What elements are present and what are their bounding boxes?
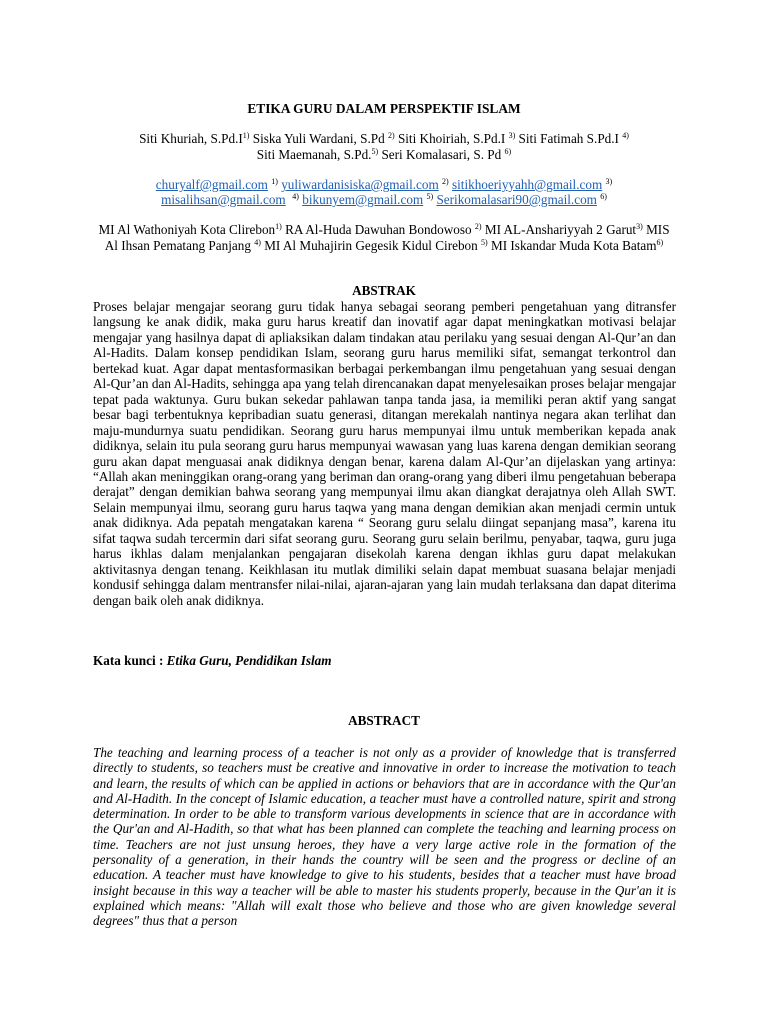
- abstrak-heading: ABSTRAK: [352, 283, 416, 298]
- author-name: Seri Komalasari, S. Pd: [378, 147, 505, 162]
- affiliation: RA Al-Huda Dawuhan Bondowoso: [281, 222, 475, 237]
- author-index: 1): [242, 131, 250, 140]
- email-index: 5): [426, 192, 434, 201]
- email-link[interactable]: yuliwardanisiska@gmail.com: [281, 177, 439, 192]
- keywords-line: [93, 653, 676, 669]
- email-link[interactable]: sitikhoeriyyahh@gmail.com: [452, 177, 603, 192]
- email-link[interactable]: misalihsan@gmail.com: [161, 192, 286, 207]
- email-index: 1): [271, 177, 278, 186]
- author-index: 5): [371, 147, 379, 156]
- email-index: 4): [292, 192, 299, 201]
- author-index: 6): [504, 147, 512, 156]
- keywords-value: Etika Guru, Pendidikan Islam: [166, 653, 332, 668]
- email-link[interactable]: churyalf@gmail.com: [155, 177, 268, 192]
- author-list: [60, 131, 708, 163]
- abstract-body: The teaching and learning process of a teacher is not only as a provider of knowledge that is transferred directly to students, so teachers must be creative and innovative in order to increase the motivation to teach and learn, the results of which can be applied in actions or behaviors that are in accordance with the Qur'an and Al-Hadith. In the concept of Islamic education, a teacher must have a controlled nature, spirit and strong determination. In order to be able to transform various developments in science that are in accordance with the Qur'an and Al-Hadith, so that what has been planned can complete the teaching and learning process on time. Teachers are not just unsung heroes, they have a very large active role in the formation of the personality of a generation, in their hands the country will be seen and the progress or decline of an education. A teacher must have knowledge to give to his students, besides that a teacher must have broad insight because in this way a teacher will be able to master his students properly, because in the Qur'an it is explained which means: "Allah will exalt those who believe and those who are given knowledge several degrees" thus that a person: [93, 745, 676, 929]
- affiliation-index: 2): [474, 222, 482, 231]
- email-list: [60, 177, 708, 207]
- affiliation-index: 1): [275, 222, 282, 231]
- affiliation: MI Al Muhajirin Gegesik Kidul Cirebon: [260, 238, 482, 253]
- keywords-label: Kata kunci :: [93, 653, 167, 668]
- paper-title: ETIKA GURU DALAM PERSPEKTIF ISLAM: [247, 101, 521, 116]
- author-index: 3): [508, 131, 516, 140]
- author-index: 2): [387, 131, 395, 140]
- affiliation-index: 5): [481, 238, 488, 247]
- abstract-heading: ABSTRACT: [348, 713, 420, 728]
- affiliation: MI AL-Anshariyyah 2 Garut: [481, 222, 637, 237]
- affiliation: MI Iskandar Muda Kota Batam: [487, 238, 657, 253]
- author-name: Siti Khoiriah, S.Pd.I: [394, 131, 509, 146]
- email-index: 3): [605, 177, 613, 186]
- affiliation-index: 6): [656, 238, 664, 247]
- author-name: Siti Maemanah, S.Pd.: [256, 147, 372, 162]
- affiliation-index: 3): [636, 222, 643, 231]
- email-index: 2): [442, 177, 449, 186]
- author-name: Siska Yuli Wardani, S.Pd: [249, 131, 388, 146]
- email-link[interactable]: Serikomalasari90@gmail.com: [436, 192, 597, 207]
- email-link[interactable]: bikunyem@gmail.com: [302, 192, 424, 207]
- email-index: 6): [600, 192, 607, 201]
- affiliation-index: 4): [254, 238, 261, 247]
- author-name: Siti Fatimah S.Pd.I: [515, 131, 623, 146]
- affiliation-list: [92, 222, 676, 254]
- affiliation: MI Al Wathoniyah Kota Clirebon: [98, 222, 276, 237]
- author-index: 4): [622, 131, 629, 140]
- affiliation: MIS Al Ihsan Pematang Panjang: [104, 222, 670, 253]
- abstrak-body: Proses belajar mengajar seorang guru tidak hanya sebagai seorang pemberi pengetahuan yang ditransfer langsung ke anak didik, maka guru harus kreatif dan inovatif agar dapat meningkatkan motivasi belajar mengajar yang hasilnya dapat di apliaksikan dalam tindakan atau perilaku yang sesuai dengan Al-Qur’an dan Al-Hadits. Dalam konsep pendidikan Islam, seorang guru harus memiliki sifat, semangat terkontrol dan bertekad kuat. Agar dapat mentasformasikan berbagai perkembangan ilmu pengetahuan yang sesuai dengan Al-Qur’an dan Al-Hadits, sehingga apa yang telah direncanakan dapat menyelesaikan proses belajar mengajar tepat pada waktunya. Guru bukan sekedar pahlawan tanpa tanda jasa, ia memiliki peran aktif yang sangat besar bagi terbentuknya kepribadian suatu generasi, ditangan merekalah nantinya negara akan terlihat dan maju-mundurnya suatu pendidikan. Seorang guru harus mempunyai ilmu untuk memberikan kepada anak didiknya, selain itu pula seorang guru harus mempunyai wawasan yang luas karena dengan demikian seorang guru akan dapat menguasai anak didiknya dengan benar, karena dalam Al-Qur’an dijelaskan yang artinya: “Allah akan meninggikan orang-orang yang beriman dan orang-orang yang diberi ilmu pengetahuan beberapa derajat” dengan demikian bahwa seorang yang mempunyai ilmu akan diangkat derajatnya oleh Allah SWT. Selain mempunyai ilmu, seorang guru harus taqwa yang mana dengan demikian akan menjadi cermin untuk anak didiknya. Ada pepatah mengatakan karena “ Seorang guru selalu diingat sepanjang masa”, karena itu sifat taqwa sudah tercermin dari sifat seorang guru. Seorang guru selain berilmu, penyabar, taqwa, guru juga harus ikhlas dalam menjalankan pengajaran disekolah karena dengan ikhlas guru dapat melakukan aktivitasnya dengan tenang. Keikhlasan itu mutlak dimiliki selain dapat membuat suasana belajar menjadi kondusif sehingga dalam mentransfer nilai-nilai, ajaran-ajaran yang lain mudah terlaksana dan dapat diterima dengan baik oleh anak didiknya.: [93, 299, 676, 608]
- author-name: Siti Khuriah, S.Pd.I: [139, 131, 243, 146]
